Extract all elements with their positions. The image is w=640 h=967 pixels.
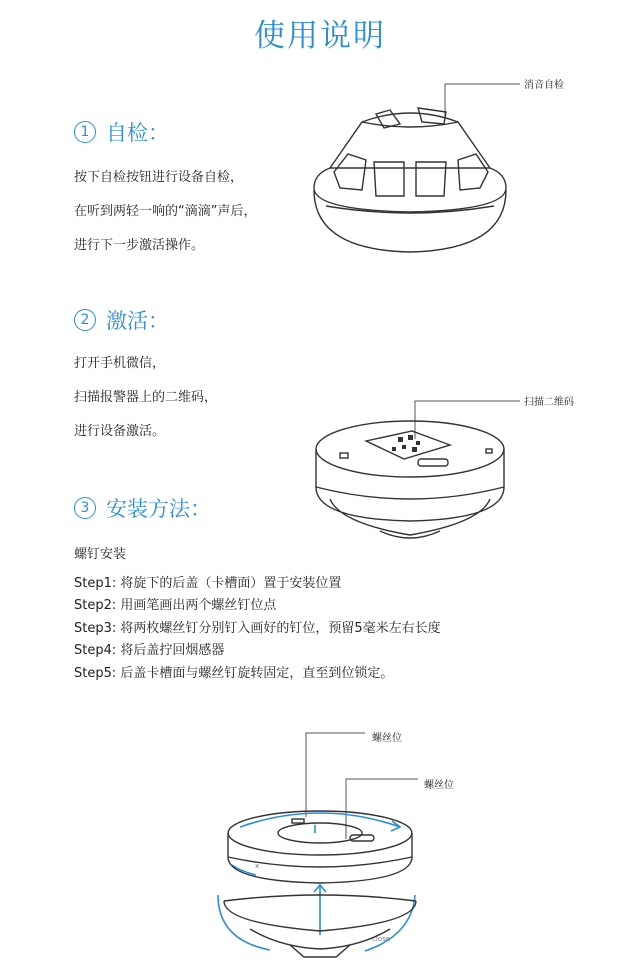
callout-scan-qr: 扫描二维码 [524, 397, 574, 408]
installation-illustration [200, 725, 440, 960]
section-1-line: 按下自检按钮进行设备自检， [74, 170, 244, 185]
section-2-line: 进行设备激活。 [74, 424, 166, 439]
section-1-heading [74, 117, 169, 147]
section-2-heading [74, 305, 169, 335]
section-3-heading [74, 493, 211, 523]
section-1-line: 在听到两轻一响的“滴滴”声后， [74, 204, 257, 219]
install-steps [74, 544, 441, 685]
section-3-title: 安装方法： [106, 497, 211, 521]
install-step: Step1: 将旋下的后盖（卡槽面）置于安装位置 [74, 575, 342, 591]
section-1-text [74, 161, 256, 263]
install-step: Step3: 将两枚螺丝钉分别钉入画好的钉位，预留5毫米左右长度 [74, 620, 441, 636]
section-2-title: 激活： [106, 309, 169, 333]
section-2-line: 扫描报警器上的二维码， [74, 390, 218, 405]
section-1-title: 自检： [106, 121, 169, 145]
label-close: close [372, 935, 391, 943]
detector-illustration-selftest [300, 70, 530, 270]
section-2-number: 2 [74, 309, 96, 331]
callout-screw-position-1: 螺丝位 [372, 733, 402, 744]
detector-illustration-activate [300, 395, 530, 555]
install-step: Step4: 将后盖拧回烟感器 [74, 643, 225, 658]
section-2-text [74, 347, 217, 449]
page-title: 使用说明 [254, 18, 386, 54]
install-step: Step5: 后盖卡槽面与螺丝钉旋转固定，直至到位锁定。 [74, 665, 394, 681]
callout-screw-position-2: 螺丝位 [424, 780, 454, 791]
section-3-number: 3 [74, 497, 96, 519]
callout-mute-selftest: 消音自检 [524, 80, 564, 91]
section-1-line: 进行下一步激活操作。 [74, 238, 205, 253]
install-step: Step2: 用画笔画出两个螺丝钉位点 [74, 598, 277, 613]
label-x: x [255, 862, 260, 870]
install-subtitle: 螺钉安装 [74, 547, 127, 562]
section-1-number: 1 [74, 121, 96, 143]
section-2-line: 打开手机微信， [74, 356, 166, 371]
